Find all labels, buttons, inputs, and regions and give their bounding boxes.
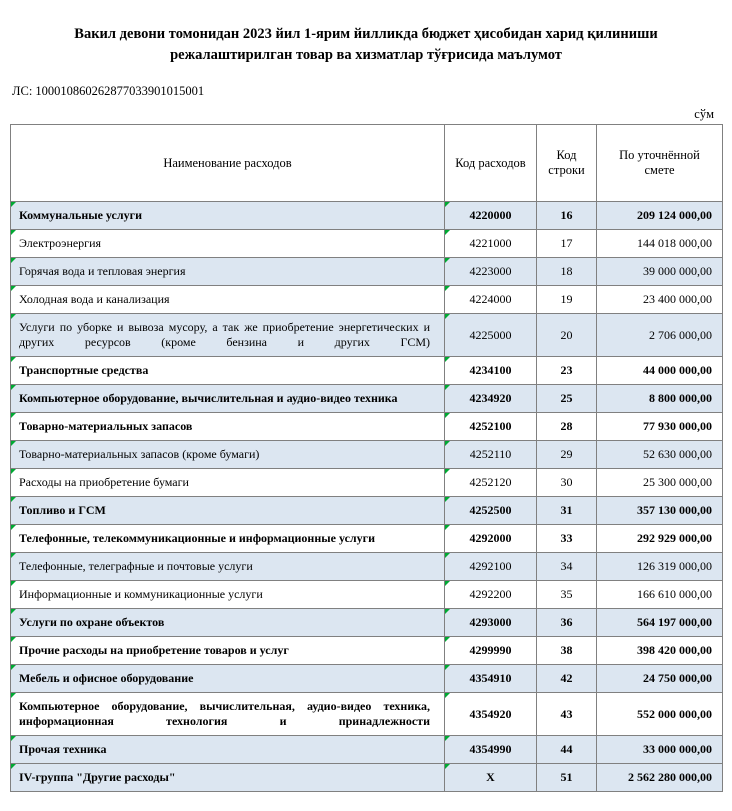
row-expense-code: 4293000 — [445, 609, 537, 637]
comment-marker-icon — [445, 469, 450, 474]
row-line-code: 19 — [537, 286, 597, 314]
row-line-code: 51 — [537, 764, 597, 792]
row-amount: 8 800 000,00 — [597, 385, 723, 413]
comment-marker-icon — [11, 286, 16, 291]
account-number: ЛС: 100010860262877033901015001 — [12, 84, 205, 99]
comment-marker-icon — [445, 553, 450, 558]
comment-marker-icon — [11, 230, 16, 235]
row-expense-name: IV-группа "Другие расходы" — [11, 764, 445, 792]
table-row — [11, 525, 723, 553]
row-amount: 166 610 000,00 — [597, 581, 723, 609]
row-amount: 2 562 280 000,00 — [597, 764, 723, 792]
row-expense-name: Горячая вода и тепловая энергия — [11, 258, 445, 286]
row-line-code: 28 — [537, 413, 597, 441]
comment-marker-icon — [11, 202, 16, 207]
row-expense-code: 4292000 — [445, 525, 537, 553]
row-amount: 357 130 000,00 — [597, 497, 723, 525]
comment-marker-icon — [445, 736, 450, 741]
row-amount: 2 706 000,00 — [597, 314, 723, 357]
comment-marker-icon — [445, 581, 450, 586]
comment-marker-icon — [445, 693, 450, 698]
row-expense-name: Услуги по уборке и вывоза мусору, а так же приобретение энергетических и других ресурсов (кроме бензина и других ГСМ) — [11, 314, 445, 357]
comment-marker-icon — [445, 286, 450, 291]
row-expense-name: Товарно-материальных запасов (кроме бумаги) — [11, 441, 445, 469]
column-header-line-code: Код строки — [537, 125, 597, 202]
row-amount: 25 300 000,00 — [597, 469, 723, 497]
comment-marker-icon — [11, 413, 16, 418]
row-line-code: 44 — [537, 736, 597, 764]
row-amount: 209 124 000,00 — [597, 202, 723, 230]
row-expense-name: Прочая техника — [11, 736, 445, 764]
row-amount: 23 400 000,00 — [597, 286, 723, 314]
row-line-code: 25 — [537, 385, 597, 413]
table-row — [11, 385, 723, 413]
row-expense-code: 4252110 — [445, 441, 537, 469]
row-amount: 398 420 000,00 — [597, 637, 723, 665]
comment-marker-icon — [11, 736, 16, 741]
comment-marker-icon — [445, 637, 450, 642]
comment-marker-icon — [11, 693, 16, 698]
row-expense-name: Компьютерное оборудование, вычислительная, аудио-видео техника, информационная технология и принадлежности — [11, 693, 445, 736]
comment-marker-icon — [445, 525, 450, 530]
comment-marker-icon — [445, 385, 450, 390]
comment-marker-icon — [445, 357, 450, 362]
row-line-code: 23 — [537, 357, 597, 385]
row-expense-name: Товарно-материальных запасов — [11, 413, 445, 441]
table-row — [11, 357, 723, 385]
row-expense-code: 4220000 — [445, 202, 537, 230]
table-row — [11, 202, 723, 230]
row-line-code: 17 — [537, 230, 597, 258]
row-expense-code: X — [445, 764, 537, 792]
row-expense-name: Услуги по охране объектов — [11, 609, 445, 637]
row-expense-code: 4292100 — [445, 553, 537, 581]
table-row — [11, 609, 723, 637]
table-row — [11, 581, 723, 609]
row-expense-code: 4292200 — [445, 581, 537, 609]
column-header-name: Наименование расходов — [11, 125, 445, 202]
row-expense-name: Холодная вода и канализация — [11, 286, 445, 314]
row-line-code: 35 — [537, 581, 597, 609]
row-amount: 24 750 000,00 — [597, 665, 723, 693]
row-expense-code: 4252100 — [445, 413, 537, 441]
comment-marker-icon — [11, 637, 16, 642]
row-expense-name: Телефонные, телекоммуникационные и информационные услуги — [11, 525, 445, 553]
row-amount: 44 000 000,00 — [597, 357, 723, 385]
row-line-code: 16 — [537, 202, 597, 230]
comment-marker-icon — [11, 441, 16, 446]
row-expense-name: Мебель и офисное оборудование — [11, 665, 445, 693]
row-expense-name: Расходы на приобретение бумаги — [11, 469, 445, 497]
row-expense-name: Электроэнергия — [11, 230, 445, 258]
comment-marker-icon — [445, 413, 450, 418]
row-expense-name: Прочие расходы на приобретение товаров и услуг — [11, 637, 445, 665]
comment-marker-icon — [445, 609, 450, 614]
comment-marker-icon — [11, 553, 16, 558]
currency-unit: сўм — [694, 107, 714, 122]
row-line-code: 31 — [537, 497, 597, 525]
row-line-code: 18 — [537, 258, 597, 286]
comment-marker-icon — [11, 764, 16, 769]
row-expense-name: Компьютерное оборудование, вычислительная и аудио-видео техника — [11, 385, 445, 413]
table-row — [11, 314, 723, 357]
row-line-code: 30 — [537, 469, 597, 497]
table-row — [11, 736, 723, 764]
row-expense-code: 4225000 — [445, 314, 537, 357]
row-expense-code: 4252120 — [445, 469, 537, 497]
row-expense-name: Коммунальные услуги — [11, 202, 445, 230]
comment-marker-icon — [11, 314, 16, 319]
table-row — [11, 553, 723, 581]
table-row — [11, 286, 723, 314]
table-row — [11, 413, 723, 441]
comment-marker-icon — [11, 497, 16, 502]
comment-marker-icon — [11, 258, 16, 263]
comment-marker-icon — [11, 581, 16, 586]
row-expense-code: 4234100 — [445, 357, 537, 385]
row-expense-code: 4252500 — [445, 497, 537, 525]
comment-marker-icon — [445, 441, 450, 446]
comment-marker-icon — [445, 665, 450, 670]
comment-marker-icon — [445, 258, 450, 263]
table-row — [11, 665, 723, 693]
row-line-code: 38 — [537, 637, 597, 665]
page-title: Вакил девони томонидан 2023 йил 1-ярим йилликда бюджет ҳисобидан харид қилиниши режалаштирилган товар ва хизматлар тўғрисида маълумот — [74, 26, 658, 64]
budget-table — [10, 124, 723, 792]
row-amount: 39 000 000,00 — [597, 258, 723, 286]
table-row — [11, 230, 723, 258]
row-amount: 564 197 000,00 — [597, 609, 723, 637]
row-amount: 552 000 000,00 — [597, 693, 723, 736]
row-expense-name: Топливо и ГСМ — [11, 497, 445, 525]
row-amount: 77 930 000,00 — [597, 413, 723, 441]
row-line-code: 34 — [537, 553, 597, 581]
row-expense-code: 4234920 — [445, 385, 537, 413]
comment-marker-icon — [445, 314, 450, 319]
comment-marker-icon — [11, 385, 16, 390]
column-header-expense-code: Код расходов — [445, 125, 537, 202]
comment-marker-icon — [445, 764, 450, 769]
table-body — [11, 202, 723, 792]
column-header-amount: По уточнённой смете — [597, 125, 723, 202]
table-row — [11, 764, 723, 792]
row-line-code: 29 — [537, 441, 597, 469]
table-row — [11, 637, 723, 665]
comment-marker-icon — [11, 609, 16, 614]
row-amount: 33 000 000,00 — [597, 736, 723, 764]
comment-marker-icon — [445, 497, 450, 502]
row-expense-code: 4224000 — [445, 286, 537, 314]
table-header-row — [11, 125, 723, 202]
comment-marker-icon — [11, 469, 16, 474]
comment-marker-icon — [11, 665, 16, 670]
row-amount: 126 319 000,00 — [597, 553, 723, 581]
comment-marker-icon — [445, 202, 450, 207]
row-amount: 292 929 000,00 — [597, 525, 723, 553]
comment-marker-icon — [11, 525, 16, 530]
comment-marker-icon — [11, 357, 16, 362]
row-line-code: 36 — [537, 609, 597, 637]
row-expense-code: 4354990 — [445, 736, 537, 764]
table-row — [11, 441, 723, 469]
row-expense-code: 4221000 — [445, 230, 537, 258]
table-row — [11, 693, 723, 736]
table-row — [11, 497, 723, 525]
table-row — [11, 258, 723, 286]
table-row — [11, 469, 723, 497]
row-expense-code: 4354910 — [445, 665, 537, 693]
row-amount: 52 630 000,00 — [597, 441, 723, 469]
comment-marker-icon — [445, 230, 450, 235]
row-expense-code: 4223000 — [445, 258, 537, 286]
row-expense-name: Информационные и коммуникационные услуги — [11, 581, 445, 609]
row-expense-name: Транспортные средства — [11, 357, 445, 385]
row-line-code: 43 — [537, 693, 597, 736]
row-line-code: 20 — [537, 314, 597, 357]
row-line-code: 33 — [537, 525, 597, 553]
row-expense-code: 4299990 — [445, 637, 537, 665]
row-amount: 144 018 000,00 — [597, 230, 723, 258]
row-line-code: 42 — [537, 665, 597, 693]
row-expense-name: Телефонные, телеграфные и почтовые услуги — [11, 553, 445, 581]
row-expense-code: 4354920 — [445, 693, 537, 736]
